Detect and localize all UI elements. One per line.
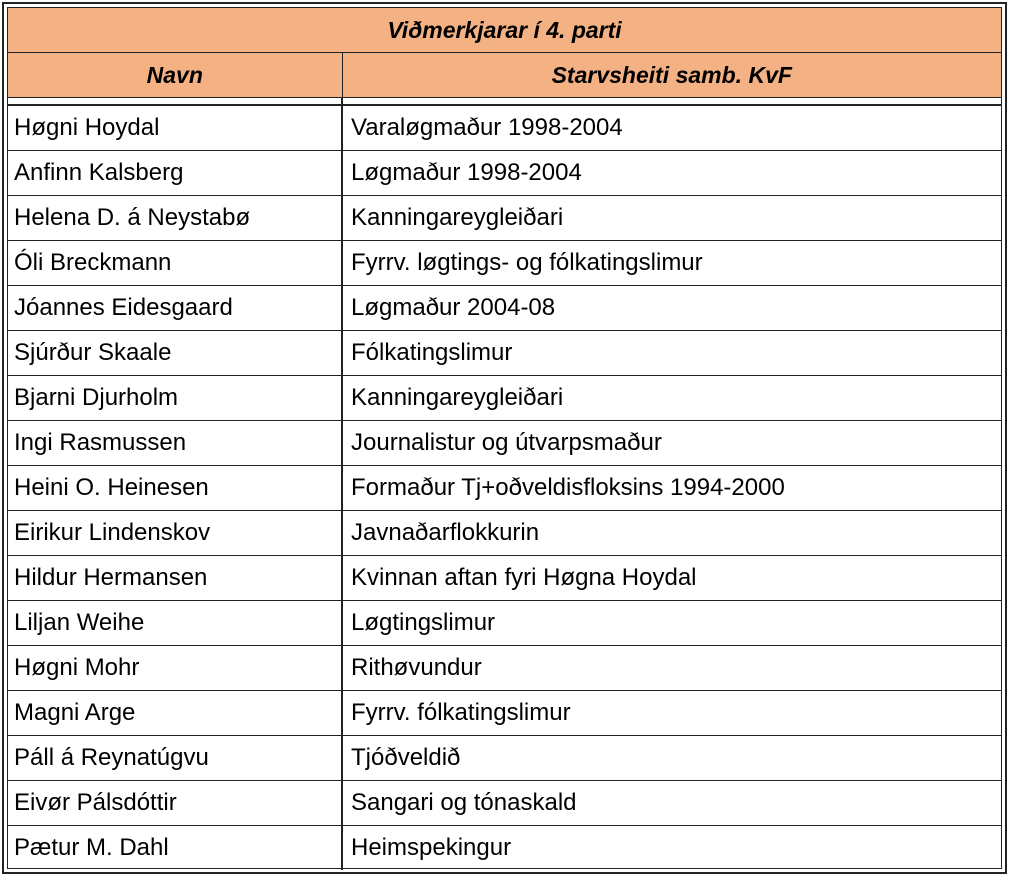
table-row — [8, 826, 1001, 871]
table-row — [8, 646, 1001, 691]
cell-name[interactable]: Høgni Mohr — [8, 646, 342, 691]
table-body — [8, 105, 1001, 870]
header-name[interactable]: Navn — [8, 53, 342, 98]
cell-role[interactable]: Kanningareygleiðari — [342, 376, 1001, 421]
cell-role[interactable]: Heimspekingur — [342, 826, 1001, 871]
cell-name[interactable]: Anfinn Kalsberg — [8, 151, 342, 196]
cell-name[interactable]: Liljan Weihe — [8, 601, 342, 646]
header-row — [8, 53, 1001, 98]
cell-role[interactable]: Løgmaður 1998-2004 — [342, 151, 1001, 196]
cell-name[interactable]: Óli Breckmann — [8, 241, 342, 286]
table-row — [8, 286, 1001, 331]
header-role[interactable]: Starvsheiti samb. KvF — [342, 53, 1001, 98]
cell-role[interactable]: Formaður Tj+oðveldisfloksins 1994-2000 — [342, 466, 1001, 511]
cell-name[interactable]: Eirikur Lindenskov — [8, 511, 342, 556]
commentators-table — [8, 8, 1001, 870]
table-row — [8, 241, 1001, 286]
table-row — [8, 781, 1001, 826]
cell-role[interactable]: Varaløgmaður 1998-2004 — [342, 105, 1001, 151]
cell-name[interactable]: Jóannes Eidesgaard — [8, 286, 342, 331]
table-row — [8, 466, 1001, 511]
cell-name[interactable]: Høgni Hoydal — [8, 105, 342, 151]
table-row — [8, 511, 1001, 556]
spreadsheet-table — [2, 2, 1007, 874]
cell-name[interactable]: Páll á Reynatúgvu — [8, 736, 342, 781]
cell-name[interactable]: Ingi Rasmussen — [8, 421, 342, 466]
cell-role[interactable]: Løgmaður 2004-08 — [342, 286, 1001, 331]
cell-name[interactable]: Magni Arge — [8, 691, 342, 736]
cell-role[interactable]: Sangari og tónaskald — [342, 781, 1001, 826]
table-row — [8, 105, 1001, 151]
cell-name[interactable]: Eivør Pálsdóttir — [8, 781, 342, 826]
table-row — [8, 601, 1001, 646]
cell-name[interactable]: Helena D. á Neystabø — [8, 196, 342, 241]
cell-name[interactable]: Hildur Hermansen — [8, 556, 342, 601]
cell-role[interactable]: Fyrrv. løgtings- og fólkatingslimur — [342, 241, 1001, 286]
table-frame — [7, 7, 1002, 869]
table-row — [8, 376, 1001, 421]
cell-name[interactable]: Sjúrður Skaale — [8, 331, 342, 376]
table-row — [8, 331, 1001, 376]
cell-name[interactable]: Heini O. Heinesen — [8, 466, 342, 511]
header-gap — [8, 98, 1001, 106]
gap-cell-name — [8, 98, 342, 106]
table-row — [8, 196, 1001, 241]
title-row — [8, 8, 1001, 53]
cell-role[interactable]: Kanningareygleiðari — [342, 196, 1001, 241]
table-row — [8, 151, 1001, 196]
table-title[interactable]: Viðmerkjarar í 4. parti — [8, 8, 1001, 53]
table-row — [8, 556, 1001, 601]
cell-role[interactable]: Fyrrv. fólkatingslimur — [342, 691, 1001, 736]
cell-role[interactable]: Fólkatingslimur — [342, 331, 1001, 376]
gap-cell-role — [342, 98, 1001, 106]
cell-name[interactable]: Bjarni Djurholm — [8, 376, 342, 421]
cell-role[interactable]: Tjóðveldið — [342, 736, 1001, 781]
cell-role[interactable]: Løgtingslimur — [342, 601, 1001, 646]
cell-role[interactable]: Kvinnan aftan fyri Høgna Hoydal — [342, 556, 1001, 601]
cell-role[interactable]: Javnaðarflokkurin — [342, 511, 1001, 556]
table-row — [8, 736, 1001, 781]
table-row — [8, 421, 1001, 466]
cell-role[interactable]: Journalistur og útvarpsmaður — [342, 421, 1001, 466]
cell-name[interactable]: Pætur M. Dahl — [8, 826, 342, 871]
table-row — [8, 691, 1001, 736]
cell-role[interactable]: Rithøvundur — [342, 646, 1001, 691]
